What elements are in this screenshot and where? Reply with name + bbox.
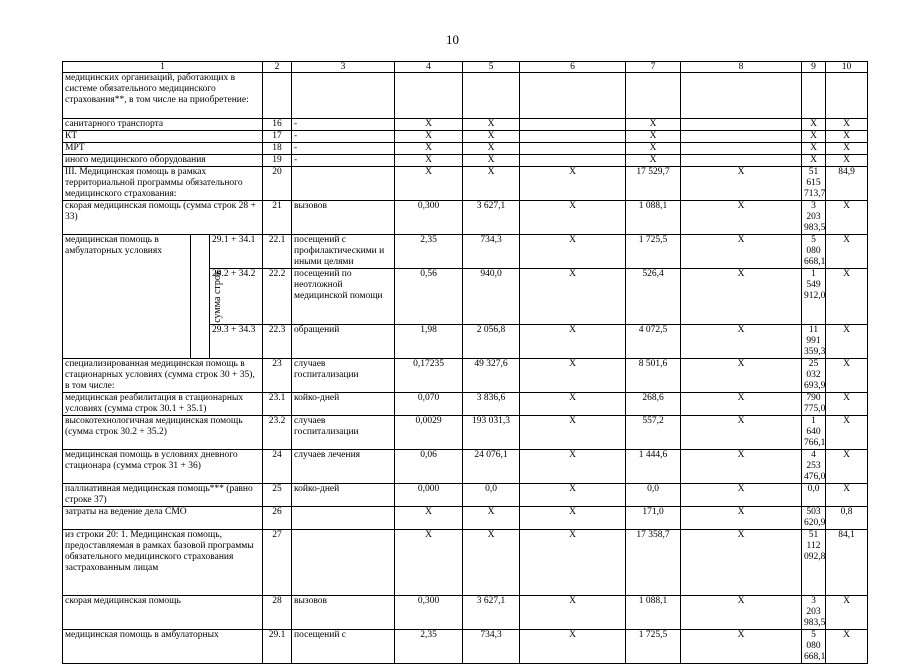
unit-cell: вызовов [292,596,395,630]
col9-cell: X [802,155,826,167]
col5-cell: 49 327,6 [463,359,520,393]
col8-cell: X [681,450,802,484]
unit-cell: вызовов [292,201,395,235]
col5-cell: 24 076,1 [463,450,520,484]
col4-cell: 2,35 [395,630,463,664]
col9-cell: 5 080 668,1 [802,630,826,664]
col4-cell: 1,98 [395,325,463,359]
unit-cell: посещений с профилактическими и иными целями [292,235,395,269]
col7-cell: 1 088,1 [626,596,681,630]
header-row [63,62,868,73]
table-row [63,131,868,143]
unit-cell: обращений [292,325,395,359]
col4-cell: 0,000 [395,484,463,507]
col7-cell: 1 444,6 [626,450,681,484]
table-row [63,630,868,664]
col4-cell: 0,070 [395,393,463,416]
col6-cell: X [520,167,626,201]
col6-cell: X [520,201,626,235]
col6-cell [520,131,626,143]
row-number: 24 [263,450,292,484]
table-row [63,596,868,630]
col10-cell: X [826,155,868,167]
row-number: 16 [263,119,292,131]
col7-cell: 171,0 [626,507,681,530]
col9-cell: 5 080 668,1 [802,235,826,269]
header-cell: 2 [263,62,292,73]
row-number: 28 [263,596,292,630]
row-number: 27 [263,530,292,596]
col7-cell: 4 072,5 [626,325,681,359]
col7-cell: 0,0 [626,484,681,507]
col6-cell: X [520,235,626,269]
unit-cell: койко-дней [292,484,395,507]
table-row [63,73,868,119]
col8-cell: X [681,269,802,325]
col5-cell: X [463,507,520,530]
row-number: 20 [263,167,292,201]
row-label: иного медицинского оборудования [63,155,263,167]
col8-cell [681,119,802,131]
col4-cell: 0,17235 [395,359,463,393]
unit-cell: - [292,131,395,143]
sum-formula: 29.2 + 34.2 [210,269,263,325]
col5-cell: 734,3 [463,235,520,269]
col6-cell: X [520,416,626,450]
row-label: КТ [63,131,263,143]
table-row [63,484,868,507]
row-label: паллиативная медицинская помощь*** (равно строке 37) [63,484,263,507]
col4-cell: 0,0029 [395,416,463,450]
row-label: медицинская помощь в условиях дневного стационара (сумма строк 31 + 36) [63,450,263,484]
col6-cell [520,73,626,119]
col5-cell: 3 627,1 [463,596,520,630]
col5-cell: X [463,167,520,201]
col4-cell: X [395,143,463,155]
col5-cell: 0,0 [463,484,520,507]
col9-cell: 11 991 359,3 [802,325,826,359]
col5-cell: 940,0 [463,269,520,325]
col4-cell: X [395,155,463,167]
col6-cell: X [520,393,626,416]
header-cell: 7 [626,62,681,73]
col4-cell: X [395,119,463,131]
table-row [63,155,868,167]
table-row [63,507,868,530]
row-label: из строки 20: 1. Медицинская помощь, предоставляемая в рамках базовой программы обязательного медицинского страхования застрахованным лицам [63,530,263,596]
col5-cell [463,73,520,119]
col8-cell: X [681,416,802,450]
col8-cell: X [681,325,802,359]
col7-cell: 8 501,6 [626,359,681,393]
col8-cell: X [681,530,802,596]
col9-cell: 51 615 713,7 [802,167,826,201]
col6-cell: X [520,530,626,596]
header-cell: 1 [63,62,263,73]
col8-cell: X [681,507,802,530]
header-cell: 5 [463,62,520,73]
col5-cell: X [463,155,520,167]
col10-cell: X [826,359,868,393]
col10-cell: 0,8 [826,507,868,530]
col10-cell: X [826,269,868,325]
unit-cell: случаев госпитализации [292,416,395,450]
col7-cell: 557,2 [626,416,681,450]
col10-cell: 84,1 [826,530,868,596]
col4-cell: 0,300 [395,201,463,235]
col4-cell: 2,35 [395,235,463,269]
col9-cell: X [802,131,826,143]
col9-cell: 0,0 [802,484,826,507]
col4-cell: 0,06 [395,450,463,484]
table-row [63,201,868,235]
col5-cell: 2 056,8 [463,325,520,359]
row-number [263,73,292,119]
table-row [63,119,868,131]
col7-cell: 268,6 [626,393,681,416]
col4-cell: 0,56 [395,269,463,325]
col10-cell: X [826,131,868,143]
col10-cell: X [826,450,868,484]
row-number: 22.2 [263,269,292,325]
col8-cell [681,131,802,143]
col8-cell: X [681,167,802,201]
col8-cell: X [681,484,802,507]
unit-cell [292,73,395,119]
col8-cell: X [681,630,802,664]
col4-cell: X [395,530,463,596]
col10-cell [826,73,868,119]
row-label: скорая медицинская помощь [63,596,263,630]
unit-cell: - [292,143,395,155]
row-label: медицинская помощь в амбулаторных [63,630,263,664]
table-row [63,235,868,269]
row-label: санитарного транспорта [63,119,263,131]
col5-cell: X [463,119,520,131]
row-number: 29.1 [263,630,292,664]
row-label: скорая медицинская помощь (сумма строк 28 + 33) [63,201,263,235]
unit-cell: - [292,155,395,167]
col8-cell: X [681,201,802,235]
row-number: 22.1 [263,235,292,269]
data-table [62,61,868,664]
unit-cell: посещений с [292,630,395,664]
col7-cell: X [626,155,681,167]
col9-cell: 1 549 912,0 [802,269,826,325]
col9-cell: 25 032 693,9 [802,359,826,393]
col7-cell [626,73,681,119]
col9-cell: 503 620,9 [802,507,826,530]
col8-cell: X [681,235,802,269]
col6-cell: X [520,269,626,325]
header-cell: 6 [520,62,626,73]
col6-cell: X [520,507,626,530]
sum-formula: 29.3 + 34.3 [210,325,263,359]
row-number: 25 [263,484,292,507]
header-cell: 9 [802,62,826,73]
col6-cell: X [520,325,626,359]
col10-cell: X [826,416,868,450]
table-row [63,450,868,484]
row-number: 18 [263,143,292,155]
unit-cell: посещений по неотложной медицинской помощи [292,269,395,325]
col4-cell: 0,300 [395,596,463,630]
col6-cell: X [520,630,626,664]
col7-cell: 1 725,5 [626,235,681,269]
table-row [63,416,868,450]
row-number: 26 [263,507,292,530]
unit-cell: койко-дней [292,393,395,416]
col5-cell: X [463,131,520,143]
col9-cell: 3 203 983,5 [802,201,826,235]
row-number: 23 [263,359,292,393]
table-row [63,359,868,393]
col9-cell [802,73,826,119]
row-number: 21 [263,201,292,235]
col10-cell: X [826,630,868,664]
col10-cell: 84,9 [826,167,868,201]
col4-cell: X [395,507,463,530]
col9-cell: X [802,119,826,131]
col4-cell [395,73,463,119]
col5-cell: 3 627,1 [463,201,520,235]
col9-cell: X [802,143,826,155]
col5-cell: 193 031,3 [463,416,520,450]
header-cell: 8 [681,62,802,73]
col7-cell: X [626,119,681,131]
col7-cell: 526,4 [626,269,681,325]
col7-cell: 17 358,7 [626,530,681,596]
col6-cell: X [520,359,626,393]
sum-formula: 29.1 + 34.1 [210,235,263,269]
unit-cell: случаев госпитализации [292,359,395,393]
header-cell: 10 [826,62,868,73]
col10-cell: X [826,235,868,269]
unit-cell [292,507,395,530]
row-label: III. Медицинская помощь в рамках территориальной программы обязательного медицинского страхования: [63,167,263,201]
col5-cell: X [463,143,520,155]
col10-cell: X [826,201,868,235]
col8-cell: X [681,393,802,416]
table-row [63,393,868,416]
col10-cell: X [826,393,868,416]
col10-cell: X [826,325,868,359]
col6-cell [520,119,626,131]
unit-cell [292,530,395,596]
col8-cell [681,155,802,167]
row-label: медицинская реабилитация в стационарных условиях (сумма строк 30.1 + 35.1) [63,393,263,416]
col7-cell: X [626,143,681,155]
col7-cell: 1 725,5 [626,630,681,664]
col8-cell: X [681,359,802,393]
vertical-label: сумма строк [211,269,223,323]
header-cell: 4 [395,62,463,73]
col10-cell: X [826,143,868,155]
col7-cell: 1 088,1 [626,201,681,235]
unit-cell: - [292,119,395,131]
row-label: затраты на ведение дела СМО [63,507,263,530]
table-row [63,530,868,596]
col8-cell [681,143,802,155]
row-number: 22.3 [263,325,292,359]
col6-cell: X [520,450,626,484]
group-label: медицинская помощь в амбулаторных условиях [63,235,191,359]
row-number: 23.1 [263,393,292,416]
col7-cell: 17 529,7 [626,167,681,201]
vertical-label-cell [191,235,223,359]
col10-cell: X [826,484,868,507]
col6-cell [520,143,626,155]
page-number: 10 [446,32,459,47]
col10-cell: X [826,596,868,630]
col8-cell [681,73,802,119]
col6-cell [520,155,626,167]
row-number: 23.2 [263,416,292,450]
col9-cell: 4 253 476,0 [802,450,826,484]
col5-cell: X [463,530,520,596]
row-label: медицинских организаций, работающих в системе обязательного медицинского страхования**, в том числе на приобретение: [63,73,263,119]
col7-cell: X [626,131,681,143]
col9-cell: 3 203 983,5 [802,596,826,630]
col4-cell: X [395,131,463,143]
col10-cell: X [826,119,868,131]
table-row [63,143,868,155]
col9-cell: 51 112 092,8 [802,530,826,596]
header-cell: 3 [292,62,395,73]
col5-cell: 3 836,6 [463,393,520,416]
col8-cell: X [681,596,802,630]
col4-cell: X [395,167,463,201]
row-label: специализированная медицинская помощь в стационарных условиях (сумма строк 30 + 35), в том числе: [63,359,263,393]
col6-cell: X [520,484,626,507]
col9-cell: 1 640 766,1 [802,416,826,450]
table-row [63,167,868,201]
col6-cell: X [520,596,626,630]
col9-cell: 790 775,0 [802,393,826,416]
row-label: МРТ [63,143,263,155]
unit-cell: случаев лечения [292,450,395,484]
row-number: 17 [263,131,292,143]
row-number: 19 [263,155,292,167]
unit-cell [292,167,395,201]
row-label: высокотехнологичная медицинская помощь (сумма строк 30.2 + 35.2) [63,416,263,450]
col5-cell: 734,3 [463,630,520,664]
